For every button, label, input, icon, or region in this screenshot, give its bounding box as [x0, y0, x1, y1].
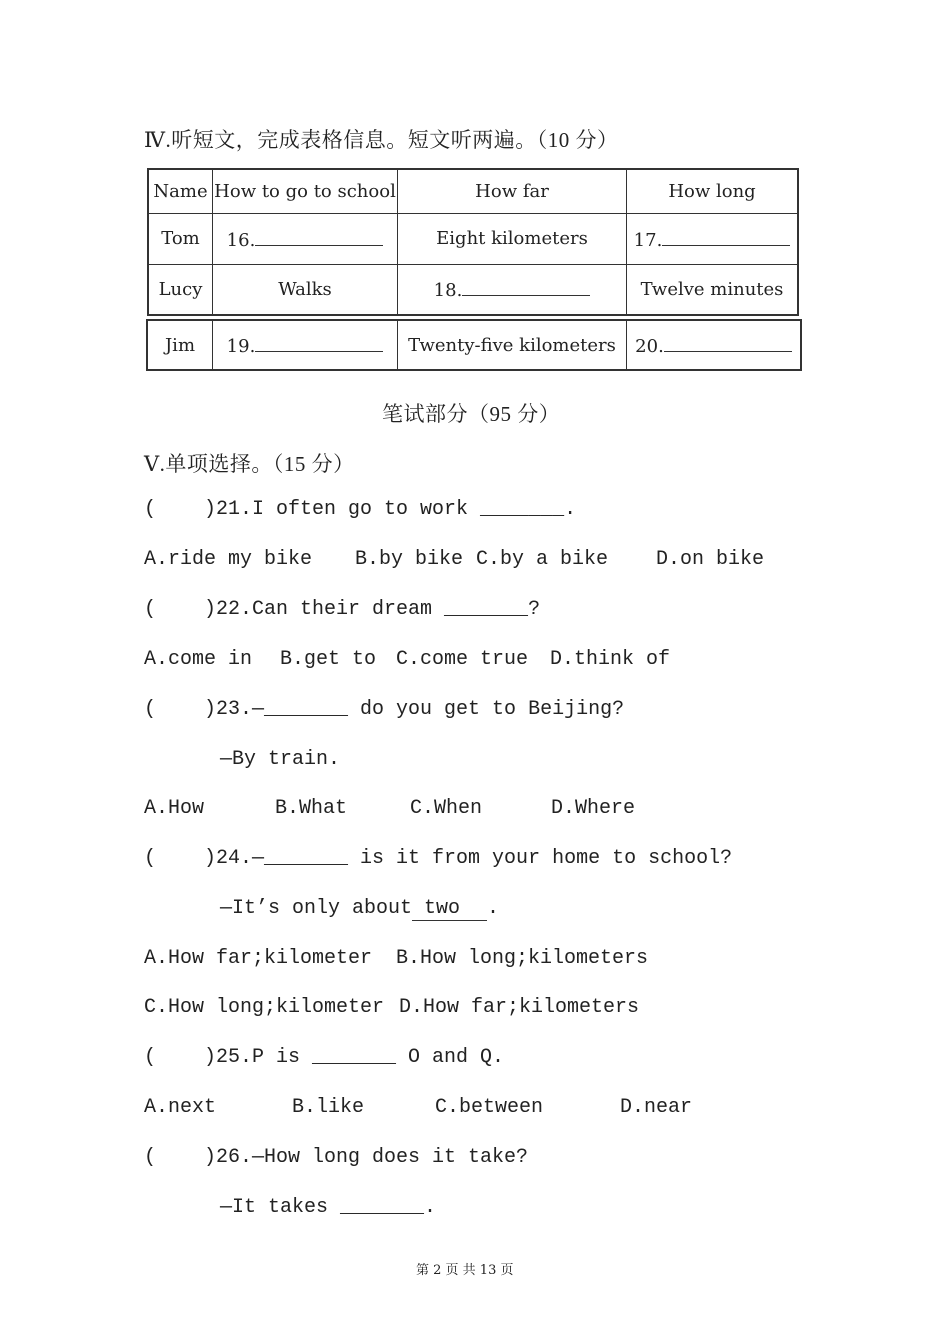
q24-option-d: D.How far;kilometers — [399, 996, 640, 1019]
q22-option-a: A.come in — [144, 648, 253, 671]
q21-option-d: D.on bike — [656, 548, 765, 571]
q22-option-b: B.get to — [280, 648, 377, 671]
header-name: Name — [148, 169, 213, 213]
table-row-jim — [147, 320, 801, 370]
q23-option-a: A.How — [144, 797, 205, 820]
written-part-title: 笔试部分（95 分） — [382, 402, 561, 426]
page-footer: 第 2 页 共 13 页 — [416, 1263, 514, 1278]
answer-16: 16. — [213, 213, 398, 264]
cell-how-long: Twelve minutes — [627, 264, 799, 315]
cell-how-far: Eight kilometers — [398, 213, 627, 264]
cell-how-far: Twenty-five kilometers — [398, 320, 627, 370]
answer-18: 18. — [398, 264, 627, 315]
q26-reply: —It takes _______. — [220, 1196, 437, 1219]
q24-reply: —It’s only about two . — [220, 897, 500, 920]
q21-option-b: B.by bike — [355, 548, 464, 571]
section-5-title: Ⅴ.单项选择。（15 分） — [144, 452, 355, 476]
listening-table — [147, 168, 799, 316]
q21-option-a: A.ride my bike — [144, 548, 313, 571]
q22-option-c: C.come true — [396, 648, 529, 671]
answer-19: 19. — [213, 320, 398, 370]
q24-reply-blank: two — [412, 897, 487, 921]
question-23: ( )23.—_______ do you get to Beijing? — [144, 698, 625, 721]
answer-17: 17. — [627, 213, 799, 264]
q24-option-b: B.How long;kilometers — [396, 947, 649, 970]
q25-option-b: B.like — [292, 1096, 365, 1119]
question-26: ( )26.—How long does it take? — [144, 1146, 529, 1169]
q25-option-c: C.between — [435, 1096, 544, 1119]
q23-option-c: C.When — [410, 797, 483, 820]
section-4-title: Ⅳ.听短文，完成表格信息。短文听两遍。（10 分） — [144, 128, 619, 152]
table-row-tom — [148, 213, 798, 264]
cell-how-to-go: Walks — [213, 264, 398, 315]
question-21: ( )21.I often go to work _______. — [144, 498, 577, 521]
q25-option-d: D.near — [620, 1096, 693, 1119]
cell-name: Tom — [148, 213, 213, 264]
q21-option-c: C.by a bike — [476, 548, 609, 571]
header-how-far: How far — [398, 169, 627, 213]
cell-name: Lucy — [148, 264, 213, 315]
question-22: ( )22.Can their dream _______? — [144, 598, 541, 621]
q23-option-b: B.What — [275, 797, 348, 820]
q22-option-d: D.think of — [550, 648, 671, 671]
q23-option-d: D.Where — [551, 797, 636, 820]
header-how-to-go: How to go to school — [213, 169, 398, 213]
question-24: ( )24.—_______ is it from your home to school? — [144, 847, 733, 870]
header-how-long: How long — [627, 169, 799, 213]
q24-option-a: A.How far;kilometer — [144, 947, 373, 970]
cell-name: Jim — [147, 320, 213, 370]
q24-option-c: C.How long;kilometer — [144, 996, 385, 1019]
listening-table-continued — [146, 319, 802, 371]
question-25: ( )25.P is _______ O and Q. — [144, 1046, 505, 1069]
table-row-lucy — [148, 264, 798, 315]
answer-20: 20. — [627, 320, 802, 370]
q25-option-a: A.next — [144, 1096, 217, 1119]
q23-reply: —By train. — [220, 748, 341, 771]
